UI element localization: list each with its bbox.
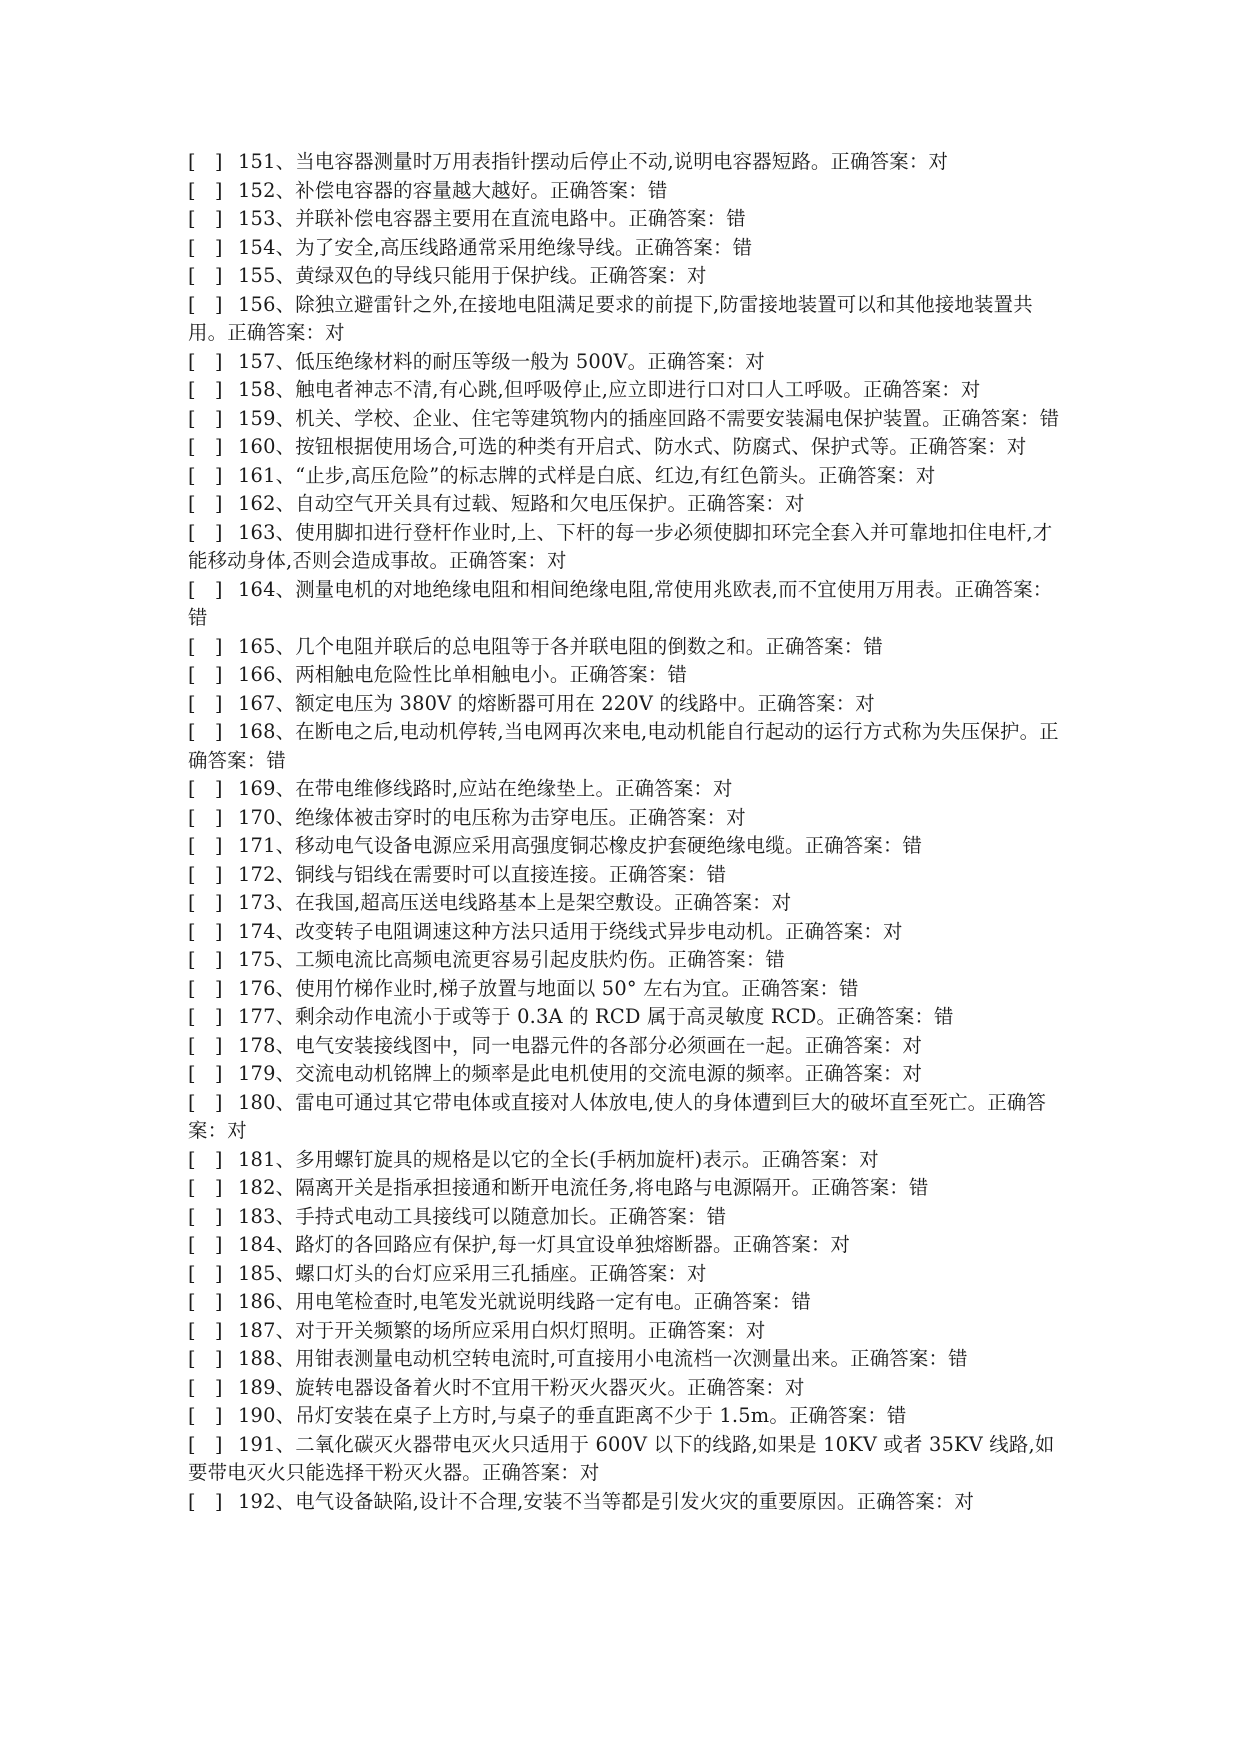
answer-label: 正确答案：: [589, 264, 688, 287]
answer-bracket[interactable]: [ ]: [188, 463, 223, 487]
answer-label: 正确答案：: [804, 1062, 903, 1085]
question-number: 154: [238, 235, 276, 259]
question-text: 二氧化碳灭火器带电灭火只适用于 600V 以下的线路,如果是 10KV 或者 35KV 线路,如要带电灭火只能选择干粉灭火器。: [188, 1432, 1055, 1484]
answer-label: 正确答案：: [188, 720, 1059, 772]
list-item: [188, 462, 1068, 491]
list-item: [188, 1488, 1068, 1517]
answer-bracket[interactable]: [ ]: [188, 292, 223, 316]
question-list: [188, 148, 1068, 1516]
question-separator: 、: [275, 1005, 296, 1028]
list-item: [188, 718, 1068, 775]
answer-bracket[interactable]: [ ]: [188, 1062, 223, 1085]
question-text: 旋转电器设备着火时不宜用干粉灭火器灭火。: [295, 1375, 688, 1399]
answer-value: 错: [647, 178, 668, 202]
list-item: [188, 262, 1068, 291]
answer-bracket[interactable]: [ ]: [188, 976, 223, 1000]
question-text: 并联补偿电容器主要用在直流电路中。: [295, 207, 629, 230]
answer-value: 对: [1006, 435, 1027, 458]
question-text: 除独立避雷针之外,在接地电阻满足要求的前提下,防雷接地装置可以和其他接地装置共用。: [188, 292, 1033, 344]
question-number: 183: [238, 1204, 276, 1228]
answer-value: 对: [902, 1033, 923, 1057]
answer-value: 对: [830, 1233, 851, 1256]
answer-label: 正确答案：: [549, 178, 648, 202]
answer-label: 正确答案：: [761, 1147, 860, 1171]
answer-bracket[interactable]: [ ]: [188, 492, 223, 515]
answer-bracket[interactable]: [ ]: [188, 1290, 223, 1313]
question-text: 当电容器测量时万用表指针摆动后停止不动,说明电容器短路。: [295, 150, 831, 173]
list-item: [188, 177, 1068, 206]
list-item: [188, 1317, 1068, 1346]
list-item: [188, 433, 1068, 462]
question-text: 剩余动作电流小于或等于 0.3A 的 RCD 属于高灵敏度 RCD。: [295, 1005, 837, 1028]
question-number: 182: [238, 1176, 276, 1199]
answer-value: 对: [745, 349, 765, 373]
answer-label: 正确答案：: [687, 1375, 785, 1399]
question-number: 172: [238, 862, 276, 886]
answer-value: 错: [765, 948, 785, 971]
answer-label: 正确答案：: [227, 321, 326, 344]
question-number: 168: [238, 720, 276, 743]
answer-value: 错: [706, 862, 727, 886]
question-separator: 、: [275, 435, 296, 458]
question-separator: 、: [275, 235, 296, 259]
answer-bracket[interactable]: [ ]: [188, 349, 223, 373]
question-separator: 、: [275, 150, 296, 173]
answer-value: 对: [954, 1489, 975, 1513]
answer-value: 对: [784, 1375, 805, 1399]
answer-bracket[interactable]: [ ]: [188, 1005, 223, 1028]
answer-value: 对: [784, 492, 805, 515]
question-separator: 、: [275, 834, 296, 857]
list-item: [188, 1231, 1068, 1260]
question-text: 在我国,超高压送电线路基本上是架空敷设。: [295, 891, 674, 914]
answer-value: 错: [863, 634, 883, 658]
question-separator: 、: [275, 1090, 296, 1114]
answer-bracket[interactable]: [ ]: [188, 520, 223, 544]
answer-value: 对: [771, 891, 792, 914]
answer-label: 正确答案：: [817, 463, 916, 487]
question-text: 路灯的各回路应有保护,每一灯具宜设单独熔断器。: [295, 1233, 733, 1256]
question-separator: 、: [275, 520, 296, 544]
question-number: 187: [238, 1318, 276, 1342]
answer-label: 正确答案：: [687, 492, 785, 515]
question-number: 153: [238, 207, 276, 230]
question-separator: 、: [275, 919, 296, 943]
question-separator: 、: [275, 292, 296, 316]
answer-label: 正确答案：: [804, 1033, 903, 1057]
question-separator: 、: [275, 1033, 296, 1057]
answer-value: 错: [1039, 406, 1060, 430]
question-number: 192: [238, 1489, 276, 1513]
list-item: [188, 1374, 1068, 1403]
answer-label: 正确答案：: [732, 1233, 831, 1256]
answer-bracket[interactable]: [ ]: [188, 235, 223, 259]
question-separator: 、: [275, 492, 296, 515]
answer-label: 正确答案：: [765, 634, 864, 658]
question-text: 自动空气开关具有过载、短路和欠电压保护。: [295, 492, 688, 515]
list-item: [188, 1203, 1068, 1232]
answer-label: 正确答案：: [188, 1090, 1047, 1142]
question-separator: 、: [275, 634, 296, 658]
question-separator: 、: [275, 1233, 296, 1256]
answer-value: 对: [687, 264, 707, 287]
answer-label: 正确答案：: [569, 663, 668, 686]
question-text: 测量电机的对地绝缘电阻和相间绝缘电阻,常使用兆欧表,而不宜使用万用表。: [295, 577, 955, 601]
question-text: 对于开关频繁的场所应采用白炽灯照明。: [295, 1318, 648, 1342]
answer-label: 正确答案：: [856, 1489, 955, 1513]
question-number: 159: [238, 406, 276, 430]
answer-value: 对: [855, 691, 875, 715]
answer-label: 正确答案：: [908, 435, 1007, 458]
question-number: 180: [238, 1090, 276, 1114]
answer-value: 对: [687, 1261, 707, 1285]
question-separator: 、: [275, 1176, 296, 1199]
list-item: [188, 291, 1068, 348]
answer-label: 正确答案：: [647, 1318, 746, 1342]
list-item: [188, 148, 1068, 177]
question-text: 触电者神志不清,有心跳,但呼吸停止,应立即进行口对口人工呼吸。: [295, 378, 863, 401]
question-text: 移动电气设备电源应采用高强度铜芯橡皮护套硬绝缘电缆。: [295, 834, 805, 857]
question-number: 179: [238, 1062, 276, 1085]
list-item: [188, 946, 1068, 975]
list-item: [188, 490, 1068, 519]
list-item: [188, 975, 1068, 1004]
answer-bracket[interactable]: [ ]: [188, 805, 223, 829]
answer-value: 错: [948, 1347, 968, 1370]
question-separator: 、: [275, 805, 296, 829]
answer-value: 对: [928, 150, 949, 173]
question-separator: 、: [275, 1147, 296, 1171]
answer-value: 对: [713, 777, 733, 800]
answer-bracket[interactable]: [ ]: [188, 577, 223, 601]
question-number: 181: [238, 1147, 276, 1171]
answer-value: 对: [726, 805, 746, 829]
answer-value: 对: [960, 378, 981, 401]
list-item: [188, 1032, 1068, 1061]
list-item: [188, 376, 1068, 405]
question-number: 178: [238, 1033, 276, 1057]
question-separator: 、: [275, 1404, 296, 1427]
answer-label: 正确答案：: [608, 862, 707, 886]
answer-bracket[interactable]: [ ]: [188, 150, 223, 173]
answer-bracket[interactable]: [ ]: [188, 919, 223, 943]
answer-bracket[interactable]: [ ]: [188, 948, 223, 971]
answer-bracket[interactable]: [ ]: [188, 1204, 223, 1228]
answer-value: 错: [791, 1290, 811, 1313]
question-separator: 、: [275, 349, 296, 373]
question-number: 165: [238, 634, 276, 658]
question-number: 184: [238, 1233, 276, 1256]
list-item: [188, 234, 1068, 263]
answer-bracket[interactable]: [ ]: [188, 207, 223, 230]
question-text: 在断电之后,电动机停转,当电网再次来电,电动机能自行起动的运行方式称为失压保护。: [295, 720, 1040, 743]
question-number: 156: [238, 292, 276, 316]
question-separator: 、: [275, 948, 296, 971]
list-item: [188, 861, 1068, 890]
answer-label: 正确答案：: [693, 1290, 792, 1313]
question-number: 175: [238, 948, 276, 971]
question-number: 157: [238, 349, 276, 373]
question-text: 雷电可通过其它带电体或直接对人体放电,使人的身体遭到巨大的破坏直至死亡。: [295, 1090, 988, 1114]
list-item: [188, 1288, 1068, 1317]
question-separator: 、: [275, 207, 296, 230]
question-text: 机关、学校、企业、住宅等建筑物内的插座回路不需要安装漏电保护装置。: [295, 406, 942, 430]
list-item: [188, 1089, 1068, 1146]
question-number: 152: [238, 178, 276, 202]
answer-bracket[interactable]: [ ]: [188, 1176, 223, 1199]
answer-label: 正确答案：: [647, 349, 746, 373]
list-item: [188, 205, 1068, 234]
answer-label: 正确答案：: [628, 805, 727, 829]
question-text: 电气设备缺陷,设计不合理,安装不当等都是引发火灾的重要原因。: [295, 1489, 857, 1513]
answer-value: 对: [882, 919, 903, 943]
answer-label: 正确答案：: [810, 1176, 909, 1199]
answer-value: 对: [859, 1147, 879, 1171]
question-number: 164: [238, 577, 276, 601]
answer-bracket[interactable]: [ ]: [188, 891, 223, 914]
answer-bracket[interactable]: [ ]: [188, 1233, 223, 1256]
question-number: 189: [238, 1375, 276, 1399]
answer-label: 正确答案：: [941, 406, 1040, 430]
list-item: [188, 348, 1068, 377]
question-separator: 、: [275, 463, 296, 487]
question-number: 185: [238, 1261, 276, 1285]
answer-label: 正确答案：: [634, 235, 733, 259]
question-text: 为了安全,高压线路通常采用绝缘导线。: [295, 235, 635, 259]
question-number: 186: [238, 1290, 276, 1313]
question-separator: 、: [275, 264, 296, 287]
answer-bracket[interactable]: [ ]: [188, 1404, 223, 1427]
list-item: [188, 690, 1068, 719]
answer-label: 正确答案：: [954, 577, 1053, 601]
answer-bracket[interactable]: [ ]: [188, 264, 223, 287]
answer-bracket[interactable]: [ ]: [188, 1261, 223, 1285]
list-item: [188, 1060, 1068, 1089]
question-separator: 、: [275, 1062, 296, 1085]
answer-value: 错: [902, 834, 923, 857]
answer-bracket[interactable]: [ ]: [188, 720, 223, 743]
answer-value: 对: [745, 1318, 766, 1342]
list-item: [188, 1345, 1068, 1374]
question-text: 工频电流比高频电流更容易引起皮肤灼伤。: [295, 948, 668, 971]
answer-bracket[interactable]: [ ]: [188, 1090, 223, 1114]
answer-label: 正确答案：: [667, 948, 766, 971]
answer-bracket[interactable]: [ ]: [188, 1033, 223, 1057]
question-separator: 、: [275, 777, 296, 800]
question-separator: 、: [275, 378, 296, 401]
answer-value: 对: [579, 1461, 600, 1484]
answer-value: 错: [706, 1204, 727, 1228]
answer-label: 正确答案：: [481, 1461, 580, 1484]
answer-value: 错: [839, 976, 859, 1000]
question-text: 吊灯安装在桌子上方时,与桌子的垂直距离不少于 1.5m。: [295, 1404, 789, 1427]
answer-value: 对: [915, 463, 936, 487]
answer-label: 正确答案：: [673, 891, 772, 914]
question-text: 手持式电动工具接线可以随意加长。: [295, 1204, 609, 1228]
answer-label: 正确答案：: [589, 1261, 688, 1285]
question-separator: 、: [275, 691, 296, 715]
question-number: 166: [238, 663, 276, 686]
answer-bracket[interactable]: [ ]: [188, 406, 223, 430]
answer-value: 错: [188, 606, 208, 629]
answer-bracket[interactable]: [ ]: [188, 1489, 223, 1513]
question-separator: 、: [275, 1290, 296, 1313]
answer-value: 对: [547, 549, 567, 572]
question-separator: 、: [275, 862, 296, 886]
question-text: 使用脚扣进行登杆作业时,上、下杆的每一步必须使脚扣环完全套入并可靠地扣住电杆,才能移动身体,否则会造成事故。: [188, 520, 1053, 572]
question-text: 补偿电容器的容量越大越好。: [295, 178, 550, 202]
question-text: 多用螺钉旋具的规格是以它的全长(手柄加旋杆)表示。: [295, 1147, 762, 1171]
answer-bracket[interactable]: [ ]: [188, 1318, 223, 1342]
question-separator: 、: [275, 976, 296, 1000]
answer-bracket[interactable]: [ ]: [188, 663, 223, 686]
question-text: 铜线与铝线在需要时可以直接连接。: [295, 862, 609, 886]
answer-bracket[interactable]: [ ]: [188, 1347, 223, 1370]
list-item: [188, 832, 1068, 861]
answer-label: 正确答案：: [615, 777, 713, 800]
answer-bracket[interactable]: [ ]: [188, 691, 223, 715]
question-text: “止步,高压危险”的标志牌的式样是白底、红边,有红色箭头。: [295, 463, 818, 487]
question-number: 160: [238, 435, 276, 458]
question-text: 额定电压为 380V 的熔断器可用在 220V 的线路中。: [295, 691, 758, 715]
answer-bracket[interactable]: [ ]: [188, 1147, 223, 1171]
question-text: 用电笔检查时,电笔发光就说明线路一定有电。: [295, 1290, 694, 1313]
question-number: 155: [238, 264, 276, 287]
question-separator: 、: [275, 1489, 296, 1513]
list-item: [188, 889, 1068, 918]
question-number: 170: [238, 805, 276, 829]
question-separator: 、: [275, 720, 296, 743]
list-item: [188, 405, 1068, 434]
list-item: [188, 1003, 1068, 1032]
list-item: [188, 1402, 1068, 1431]
question-number: 163: [238, 520, 276, 544]
question-number: 167: [238, 691, 276, 715]
question-number: 151: [238, 150, 276, 173]
answer-value: 错: [886, 1404, 907, 1427]
question-separator: 、: [275, 1261, 296, 1285]
question-text: 低压绝缘材料的耐压等级一般为 500V。: [295, 349, 648, 373]
answer-bracket[interactable]: [ ]: [188, 634, 223, 658]
answer-label: 正确答案：: [784, 919, 883, 943]
question-number: 174: [238, 919, 276, 943]
question-text: 用钳表测量电动机空转电流时,可直接用小电流档一次测量出来。: [295, 1347, 851, 1370]
answer-bracket[interactable]: [ ]: [188, 862, 223, 886]
question-separator: 、: [275, 1432, 296, 1456]
answer-label: 正确答案：: [788, 1404, 887, 1427]
answer-bracket[interactable]: [ ]: [188, 378, 223, 401]
answer-label: 正确答案：: [862, 378, 961, 401]
list-item: [188, 633, 1068, 662]
question-text: 交流电动机铭牌上的频率是此电机使用的交流电源的频率。: [295, 1062, 805, 1085]
list-item: [188, 1260, 1068, 1289]
answer-bracket[interactable]: [ ]: [188, 777, 223, 800]
answer-value: 对: [227, 1119, 247, 1142]
question-number: 177: [238, 1005, 276, 1028]
question-number: 188: [238, 1347, 276, 1370]
question-separator: 、: [275, 178, 296, 202]
answer-bracket[interactable]: [ ]: [188, 834, 223, 857]
question-separator: 、: [275, 1375, 296, 1399]
question-number: 176: [238, 976, 276, 1000]
question-number: 191: [238, 1432, 276, 1456]
answer-bracket[interactable]: [ ]: [188, 1375, 223, 1399]
question-text: 在带电维修线路时,应站在绝缘垫上。: [295, 777, 616, 800]
question-text: 绝缘体被击穿时的电压称为击穿电压。: [295, 805, 629, 829]
question-separator: 、: [275, 1347, 296, 1370]
list-item: [188, 661, 1068, 690]
list-item: [188, 1146, 1068, 1175]
list-item: [188, 804, 1068, 833]
answer-label: 正确答案：: [804, 834, 903, 857]
question-number: 169: [238, 777, 276, 800]
list-item: [188, 519, 1068, 576]
answer-value: 对: [325, 321, 345, 344]
list-item: [188, 918, 1068, 947]
question-number: 190: [238, 1404, 276, 1427]
question-text: 电气安装接线图中，同一电器元件的各部分必须画在一起。: [295, 1033, 805, 1057]
answer-label: 正确答案：: [850, 1347, 949, 1370]
question-separator: 、: [275, 1204, 296, 1228]
question-text: 使用竹梯作业时,梯子放置与地面以 50° 左右为宜。: [295, 976, 742, 1000]
question-number: 162: [238, 492, 276, 515]
answer-label: 正确答案：: [836, 1005, 935, 1028]
question-text: 改变转子电阻调速这种方法只适用于绕线式异步电动机。: [295, 919, 785, 943]
question-separator: 、: [275, 891, 296, 914]
question-text: 隔离开关是指承担接通和断开电流任务,将电路与电源隔开。: [295, 1176, 811, 1199]
list-item: [188, 1174, 1068, 1203]
question-separator: 、: [275, 663, 296, 686]
answer-label: 正确答案：: [628, 207, 727, 230]
question-number: 171: [238, 834, 276, 857]
answer-label: 正确答案：: [741, 976, 840, 1000]
list-item: [188, 1431, 1068, 1488]
question-separator: 、: [275, 577, 296, 601]
question-text: 黄绿双色的导线只能用于保护线。: [295, 264, 590, 287]
list-item: [188, 775, 1068, 804]
answer-bracket[interactable]: [ ]: [188, 1432, 223, 1456]
answer-label: 正确答案：: [449, 549, 547, 572]
question-text: 几个电阻并联后的总电阻等于各并联电阻的倒数之和。: [295, 634, 766, 658]
answer-bracket[interactable]: [ ]: [188, 178, 223, 202]
question-text: 按钮根据使用场合,可选的种类有开启式、防水式、防腐式、保护式等。: [295, 435, 909, 458]
answer-value: 错: [266, 748, 286, 772]
answer-label: 正确答案：: [830, 150, 929, 173]
answer-bracket[interactable]: [ ]: [188, 435, 223, 458]
question-number: 158: [238, 378, 276, 401]
answer-value: 错: [732, 235, 753, 259]
answer-value: 错: [726, 207, 746, 230]
answer-value: 错: [934, 1005, 954, 1028]
question-separator: 、: [275, 406, 296, 430]
question-number: 161: [238, 463, 276, 487]
answer-value: 错: [908, 1176, 929, 1199]
question-separator: 、: [275, 1318, 296, 1342]
question-number: 173: [238, 891, 276, 914]
answer-value: 对: [902, 1062, 923, 1085]
list-item: [188, 576, 1068, 633]
question-text: 螺口灯头的台灯应采用三孔插座。: [295, 1261, 590, 1285]
answer-label: 正确答案：: [608, 1204, 707, 1228]
answer-label: 正确答案：: [757, 691, 856, 715]
answer-value: 错: [667, 663, 688, 686]
question-text: 两相触电危险性比单相触电小。: [295, 663, 570, 686]
